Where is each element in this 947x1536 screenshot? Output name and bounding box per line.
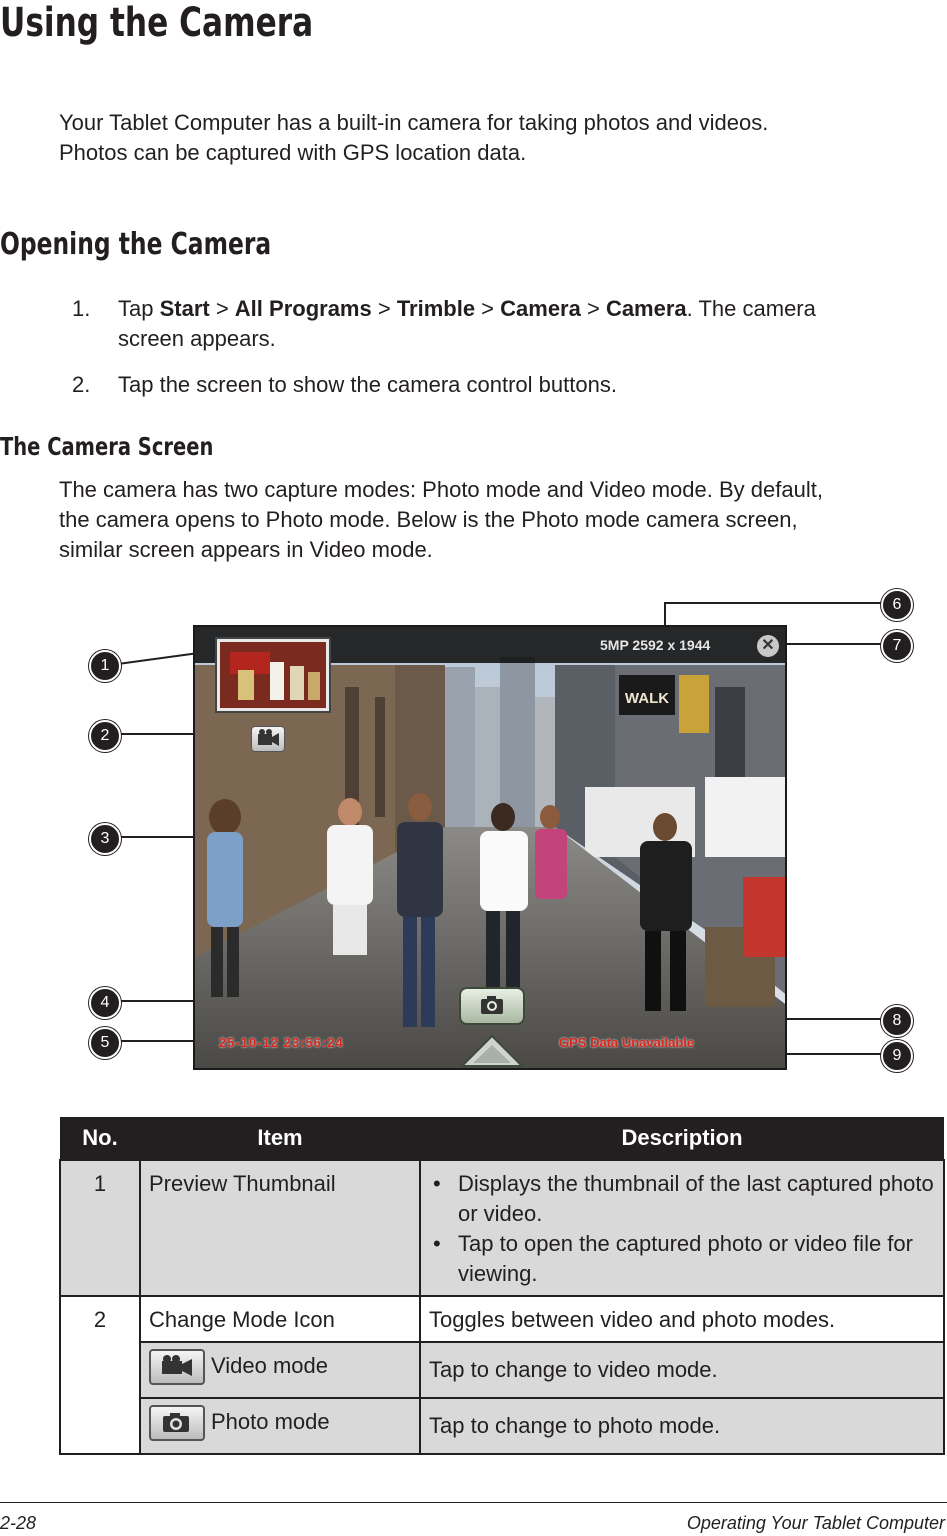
camera-desc-line-1: The camera has two capture modes: Photo mode and Video mode. By default, (59, 477, 823, 502)
subsection-title: The Camera Screen (0, 432, 214, 461)
table-row (60, 1342, 944, 1398)
header-item: Item (140, 1117, 420, 1160)
step-text: Tap the screen to show the camera control buttons. (118, 372, 617, 397)
row-description: Toggles between video and photo modes. (420, 1296, 944, 1342)
row-description: Tap to change to photo mode. (420, 1398, 944, 1454)
camera-viewfinder[interactable] (193, 625, 787, 1070)
callout-9: 9 (881, 1040, 913, 1072)
items-table (59, 1117, 945, 1455)
walk-sign-text: WALK (624, 690, 670, 707)
shutter-button[interactable] (459, 987, 525, 1025)
step-number: 2. (72, 372, 91, 397)
row-item: Change Mode Icon (140, 1296, 420, 1342)
row-item: Video mode (140, 1342, 420, 1398)
table-row (60, 1296, 944, 1342)
menu-trimble: Trimble (396, 296, 476, 321)
row-no: 1 (60, 1160, 140, 1296)
video-camera-icon (252, 727, 284, 751)
preview-thumbnail[interactable] (217, 639, 329, 711)
row-description: Tap to change to video mode. (420, 1342, 944, 1398)
row-item: Photo mode (140, 1398, 420, 1454)
header-description: Description (420, 1117, 944, 1160)
callout-4: 4 (89, 987, 121, 1019)
footer-divider (0, 1502, 947, 1503)
thumbnail-image (220, 642, 326, 708)
callout-5: 5 (89, 1027, 121, 1059)
bullet: • Displays the thumbnail of the last captured photo or video. (429, 1169, 935, 1229)
row-description (420, 1160, 944, 1296)
callout-3: 3 (89, 823, 121, 855)
page-number: 2-28 (0, 1513, 37, 1533)
timestamp: 25-10-12 23:56:24 (219, 1035, 344, 1050)
callout-7: 7 (881, 630, 913, 662)
menu-all-programs: All Programs (234, 296, 372, 321)
callout-8: 8 (881, 1005, 913, 1037)
chapter-title: Operating Your Tablet Computer (686, 1513, 945, 1533)
table-row (60, 1398, 944, 1454)
callout-2: 2 (89, 720, 121, 752)
menu-camera: Camera (500, 296, 581, 321)
row-no: 2 (60, 1296, 140, 1454)
callout-6: 6 (881, 589, 913, 621)
header-no: No. (60, 1117, 140, 1160)
intro-line-2: Photos can be captured with GPS location data. (59, 140, 527, 165)
bullet: • Tap to open the captured photo or video file for viewing. (429, 1229, 935, 1289)
resolution-label[interactable]: 5MP 2592 x 1944 (600, 637, 711, 653)
menu-camera-app: Camera (605, 296, 687, 321)
step-text: Tap Start > All Programs > Trimble > Camera > Camera. The camera screen appears. (118, 296, 816, 351)
camera-desc-line-3: similar screen appears in Video mode. (59, 537, 433, 562)
step-number: 1. (72, 296, 91, 321)
video-camera-icon (149, 1349, 205, 1385)
table-header (60, 1117, 944, 1160)
camera-desc-line-2: the camera opens to Photo mode. Below is the Photo mode camera screen, (59, 507, 798, 532)
change-mode-button[interactable] (251, 726, 285, 752)
intro-line-1: Your Tablet Computer has a built-in camera for taking photos and videos. (59, 110, 769, 135)
page-title: Using the Camera (0, 0, 314, 46)
row-item: Preview Thumbnail (140, 1160, 420, 1296)
callout-1: 1 (89, 650, 121, 682)
shutter-icon (461, 989, 523, 1023)
section-title: Opening the Camera (0, 227, 272, 262)
camera-screen-figure (0, 585, 947, 1085)
expand-arrow-icon[interactable] (459, 1033, 525, 1069)
menu-start: Start (159, 296, 210, 321)
close-icon[interactable]: ✕ (757, 635, 779, 657)
gps-status: GPS Data Unavailable (559, 1035, 695, 1050)
photo-camera-icon (149, 1405, 205, 1441)
table-row (60, 1160, 944, 1296)
